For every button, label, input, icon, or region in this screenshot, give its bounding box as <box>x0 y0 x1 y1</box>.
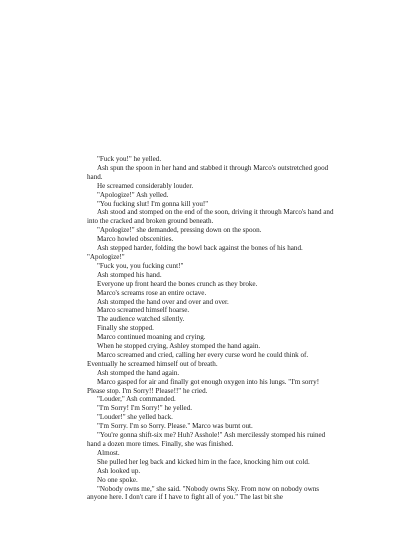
paragraph: Ash stomped the hand over and over and over. <box>97 297 229 306</box>
paragraph: "I'm Sorry! I'm Sorry!" he yelled. <box>97 404 193 413</box>
paragraph: Ash stomped his hand. <box>97 270 162 279</box>
paragraph: He screamed considerably louder. <box>97 181 194 190</box>
paragraph: Marco's screams rose an entire octave. <box>97 288 207 297</box>
paragraph: "Louder!" she yelled back. <box>97 413 173 422</box>
paragraph: Ash stepped harder, folding the bowl back against the bones of his hand. "Apologize!" <box>87 244 303 261</box>
paragraph: Ash spun the spoon in her hand and stabbed it through Marco's outstretched good hand. <box>87 163 329 181</box>
paragraph: "You fucking slut! I'm gonna kill you!" <box>97 199 209 208</box>
paragraph: Marco continued moaning and crying. <box>97 333 206 342</box>
paragraph: "Apologize!" Ash yelled. <box>97 190 169 199</box>
paragraph: "Louder," Ash commanded. <box>97 395 176 404</box>
paragraph: "Apologize!" she demanded, pressing down on the spoon. <box>97 226 262 235</box>
paragraph: "I'm Sorry. I'm so Sorry. Please." Marco was burnt out. <box>97 422 253 431</box>
paragraph: The audience watched silently. <box>97 315 185 324</box>
paragraph: "Fuck you, you fucking cunt!" <box>97 261 184 270</box>
paragraph: "Nobody owns me," she said. "Nobody owns Sky. From now on nobody owns anyone here. I don't care if I have to fight all of you." The last bit she <box>87 484 320 502</box>
paragraph: "You're gonna shift-six me? Huh? Asshole!" Ash mercilessly stomped his ruined hand a dozen more times. Finally, she was finished. <box>87 431 326 448</box>
paragraph: Marco howled obscenities. <box>97 235 174 244</box>
paragraph: Ash stomped the hand again. <box>97 368 180 377</box>
paragraph: Ash stood and stomped on the end of the soon, driving it through Marco's hand and into the cracked and broken ground beneath. <box>87 208 334 226</box>
paragraph: When he stopped crying, Ashley stomped the hand again. <box>97 342 261 351</box>
paragraph: Marco gasped for air and finally got enough oxygen into his lungs. "I'm sorry! Please stop. I'm Sorry!! Please!!" he cried. <box>87 377 320 395</box>
paragraph: Marco screamed himself hoarse. <box>97 306 190 315</box>
paragraph: "Fuck you!" he yelled. <box>97 155 162 163</box>
paragraph: Marco screamed and cried, calling her every curse word he could think of. Eventually he screamed himself out of breath. <box>87 350 309 368</box>
body-text <box>87 155 335 502</box>
paragraph: Everyone up front heard the bones crunch as they broke. <box>97 279 258 288</box>
paragraph: Ash looked up. <box>97 466 141 475</box>
paragraph: No one spoke. <box>97 475 138 484</box>
paragraph: She pulled her leg back and kicked him in the face, knocking him out cold. <box>97 457 310 466</box>
paragraph: Finally she stopped. <box>97 324 154 333</box>
paragraph: Almost. <box>97 448 120 457</box>
